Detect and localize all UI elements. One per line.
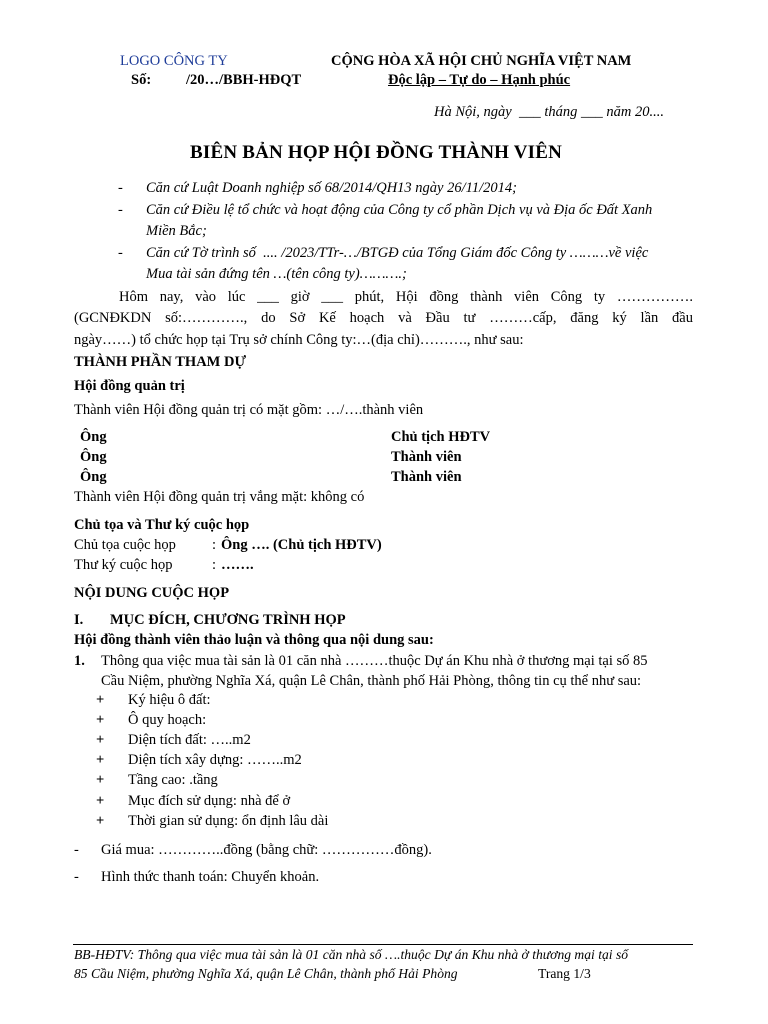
board-heading: Hội đồng quản trị xyxy=(74,378,185,394)
member-name: Ông xyxy=(80,469,107,485)
detail-text: Diện tích xây dựng: ……..m2 xyxy=(128,752,302,768)
detail-bullet: + xyxy=(96,752,105,768)
section-number: I. xyxy=(74,612,84,628)
content-heading: NỘI DUNG CUỘC HỌP xyxy=(74,585,230,601)
member-name: Ông xyxy=(80,449,107,465)
payment-line: Hình thức thanh toán: Chuyển khoản. xyxy=(101,869,320,885)
section-title: MỤC ĐÍCH, CHƯƠNG TRÌNH HỌP xyxy=(110,612,346,628)
discussion-line: Hội đồng thành viên thảo luận và thông qua nội dung sau: xyxy=(74,632,434,648)
intro-line: (GCNĐKDN số:…………., do Sở Kế hoạch và Đầu tư ………cấp, đăng ký lần đầu xyxy=(74,310,693,326)
secretary-value: ……. xyxy=(221,557,254,573)
payment-dash: - xyxy=(74,869,79,885)
member-role: Thành viên xyxy=(391,449,462,465)
detail-bullet: + xyxy=(96,692,105,708)
detail-bullet: + xyxy=(96,732,105,748)
member-role: Chủ tịch HĐTV xyxy=(391,429,491,445)
item-line: Thông qua việc mua tài sản là 01 căn nhà ………thuộc Dự án Khu nhà ở thương mại tại số 85 xyxy=(101,653,648,669)
price-dash: - xyxy=(74,842,79,858)
member-name: Ông xyxy=(80,429,107,445)
item-line: Cầu Niệm, phường Nghĩa Xá, quận Lê Chân, thành phố Hải Phòng, thông tin cụ thể như sau: xyxy=(101,673,642,689)
basis-line: Căn cứ Luật Doanh nghiệp số 68/2014/QH13 ngày 26/11/2014; xyxy=(146,180,517,196)
detail-text: Ô quy hoạch: xyxy=(128,712,207,728)
chair-colon: : xyxy=(212,537,217,553)
detail-text: Ký hiệu ô đất: xyxy=(128,692,211,708)
chair-label: Chủ tọa cuộc họp xyxy=(74,537,176,553)
basis-dash: - xyxy=(118,180,123,196)
footer-line: 85 Cầu Niệm, phường Nghĩa Xá, quận Lê Chân, thành phố Hải Phòng xyxy=(74,966,458,981)
item-number: 1. xyxy=(74,653,85,669)
chair-value: Ông …. (Chủ tịch HĐTV) xyxy=(221,537,382,553)
doc-number-label: Số: xyxy=(131,72,152,88)
page-number: Trang 1/3 xyxy=(538,966,591,981)
basis-dash: - xyxy=(118,202,123,218)
basis-line: Căn cứ Tờ trình số .... /2023/TTr-…/BTGĐ của Tổng Giám đốc Công ty ………về việc xyxy=(146,245,649,261)
detail-bullet: + xyxy=(96,793,105,809)
detail-bullet: + xyxy=(96,772,105,788)
attendees-heading: THÀNH PHẦN THAM DỰ xyxy=(74,354,246,370)
member-role: Thành viên xyxy=(391,469,462,485)
intro-line: Hôm nay, vào lúc ___ giờ ___ phút, Hội đồng thành viên Công ty ……………. xyxy=(119,289,693,305)
chair-secretary-heading: Chủ tọa và Thư ký cuộc họp xyxy=(74,517,250,533)
price-line: Giá mua: …………..đồng (bằng chữ: ……………đồng). xyxy=(101,842,432,858)
company-logo-placeholder: LOGO CÔNG TY xyxy=(120,53,228,69)
present-members-line: Thành viên Hội đồng quản trị có mặt gồm: …/….thành viên xyxy=(74,402,424,418)
detail-text: Diện tích đất: …..m2 xyxy=(128,732,251,748)
intro-line: ngày……) tổ chức họp tại Trụ sở chính Công ty:…(địa chỉ)………., như sau: xyxy=(74,332,524,348)
footer-divider xyxy=(73,944,693,945)
footer-line: BB-HĐTV: Thông qua việc mua tài sản là 01 căn nhà số ….thuộc Dự án Khu nhà ở thương mại tại số xyxy=(74,947,629,962)
secretary-colon: : xyxy=(212,557,217,573)
detail-bullet: + xyxy=(96,712,105,728)
motto: Độc lập – Tự do – Hạnh phúc xyxy=(388,72,571,88)
basis-line: Căn cứ Điều lệ tổ chức và hoạt động của Công ty cổ phần Dịch vụ và Địa ốc Đất Xanh xyxy=(146,202,653,218)
detail-bullet: + xyxy=(96,813,105,829)
absent-members-line: Thành viên Hội đồng quản trị vắng mặt: không có xyxy=(74,489,365,505)
detail-text: Thời gian sử dụng: ổn định lâu dài xyxy=(128,813,329,829)
secretary-label: Thư ký cuộc họp xyxy=(74,557,173,573)
basis-line: Miền Bắc; xyxy=(146,223,207,239)
doc-number: /20…/BBH-HĐQT xyxy=(186,72,302,88)
detail-text: Tầng cao: .tầng xyxy=(128,772,218,788)
basis-line: Mua tài sản đứng tên …(tên công ty)……….; xyxy=(146,266,407,282)
detail-text: Mục đích sử dụng: nhà để ở xyxy=(128,793,291,809)
basis-dash: - xyxy=(118,245,123,261)
date-line: Hà Nội, ngày ___ tháng ___ năm 20.... xyxy=(434,104,664,120)
nation-heading: CỘNG HÒA XÃ HỘI CHỦ NGHĨA VIỆT NAM xyxy=(331,53,632,69)
document-title: BIÊN BẢN HỌP HỘI ĐỒNG THÀNH VIÊN xyxy=(190,142,563,163)
